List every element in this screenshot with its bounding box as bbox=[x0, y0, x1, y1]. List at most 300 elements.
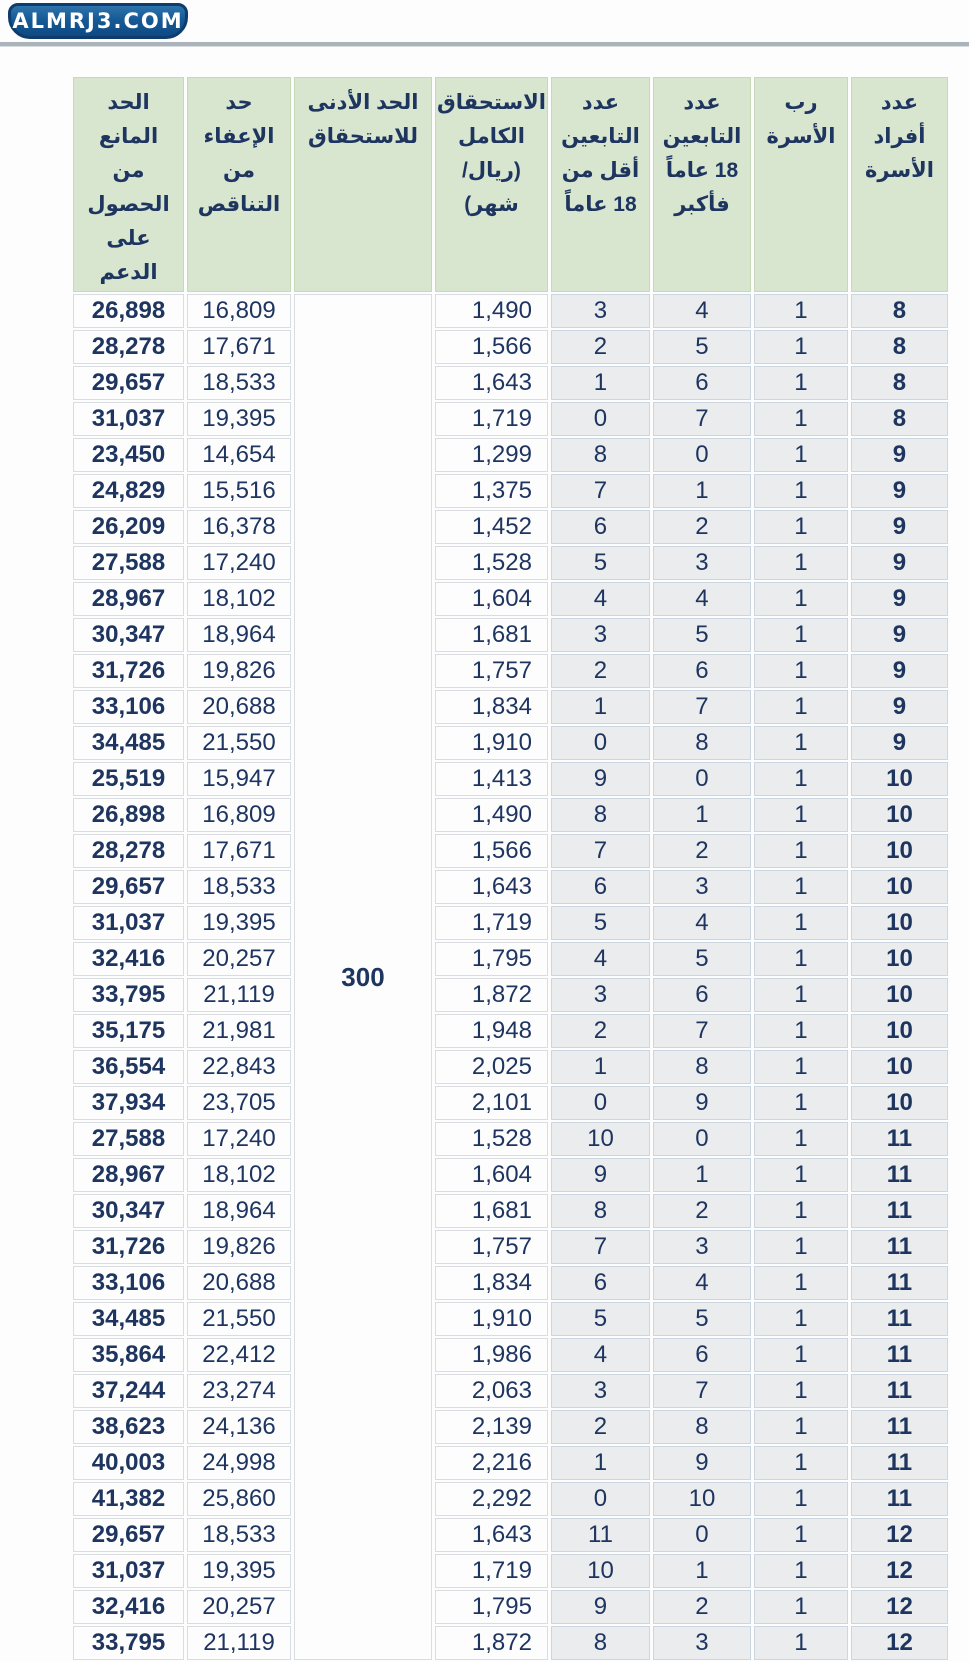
table-row bbox=[73, 582, 948, 616]
cell-decrement-exemption: 21,119 bbox=[187, 978, 291, 1012]
table-row bbox=[73, 1374, 948, 1408]
cell-min-entitlement: 300 bbox=[294, 294, 432, 1660]
cell-dependents-18-plus: 7 bbox=[653, 1014, 751, 1048]
cell-dependents-under-18: 5 bbox=[551, 1302, 650, 1336]
cell-support-cutoff: 32,416 bbox=[73, 942, 184, 976]
cell-household-head: 1 bbox=[754, 690, 848, 724]
cell-decrement-exemption: 19,826 bbox=[187, 1230, 291, 1264]
cell-household-head: 1 bbox=[754, 1410, 848, 1444]
table-row bbox=[73, 294, 948, 328]
cell-dependents-under-18: 6 bbox=[551, 1266, 650, 1300]
cell-household-head: 1 bbox=[754, 762, 848, 796]
cell-family-size: 10 bbox=[851, 1086, 948, 1120]
cell-support-cutoff: 26,209 bbox=[73, 510, 184, 544]
cell-dependents-18-plus: 8 bbox=[653, 1410, 751, 1444]
cell-family-size: 11 bbox=[851, 1374, 948, 1408]
cell-dependents-18-plus: 5 bbox=[653, 618, 751, 652]
cell-full-entitlement: 1,566 bbox=[435, 330, 548, 364]
cell-dependents-18-plus: 3 bbox=[653, 1230, 751, 1264]
cell-dependents-under-18: 3 bbox=[551, 1374, 650, 1408]
cell-family-size: 8 bbox=[851, 402, 948, 436]
col-header-full-entitlement: الاستحقاق الكامل (ريال/شهر) bbox=[435, 77, 548, 292]
cell-support-cutoff: 29,657 bbox=[73, 1518, 184, 1552]
cell-decrement-exemption: 15,516 bbox=[187, 474, 291, 508]
cell-full-entitlement: 1,643 bbox=[435, 870, 548, 904]
table-row bbox=[73, 942, 948, 976]
table-row bbox=[73, 546, 948, 580]
cell-household-head: 1 bbox=[754, 906, 848, 940]
cell-dependents-under-18: 0 bbox=[551, 1482, 650, 1516]
cell-family-size: 9 bbox=[851, 474, 948, 508]
cell-household-head: 1 bbox=[754, 870, 848, 904]
cell-dependents-18-plus: 1 bbox=[653, 1554, 751, 1588]
cell-family-size: 11 bbox=[851, 1410, 948, 1444]
cell-dependents-18-plus: 1 bbox=[653, 1158, 751, 1192]
cell-full-entitlement: 1,910 bbox=[435, 1302, 548, 1336]
cell-full-entitlement: 1,872 bbox=[435, 1626, 548, 1660]
cell-support-cutoff: 40,003 bbox=[73, 1446, 184, 1480]
cell-full-entitlement: 2,139 bbox=[435, 1410, 548, 1444]
table-row bbox=[73, 1482, 948, 1516]
table-row bbox=[73, 402, 948, 436]
cell-family-size: 11 bbox=[851, 1302, 948, 1336]
cell-full-entitlement: 1,719 bbox=[435, 906, 548, 940]
cell-dependents-18-plus: 7 bbox=[653, 1374, 751, 1408]
cell-support-cutoff: 33,106 bbox=[73, 1266, 184, 1300]
cell-support-cutoff: 41,382 bbox=[73, 1482, 184, 1516]
cell-support-cutoff: 27,588 bbox=[73, 546, 184, 580]
cell-family-size: 10 bbox=[851, 942, 948, 976]
cell-full-entitlement: 1,643 bbox=[435, 366, 548, 400]
cell-dependents-18-plus: 5 bbox=[653, 1302, 751, 1336]
cell-full-entitlement: 1,490 bbox=[435, 294, 548, 328]
table-row bbox=[73, 1518, 948, 1552]
cell-full-entitlement: 1,910 bbox=[435, 726, 548, 760]
cell-decrement-exemption: 16,809 bbox=[187, 798, 291, 832]
table-header-row bbox=[73, 77, 948, 292]
table-container bbox=[70, 75, 951, 1662]
cell-household-head: 1 bbox=[754, 546, 848, 580]
cell-household-head: 1 bbox=[754, 366, 848, 400]
cell-household-head: 1 bbox=[754, 1194, 848, 1228]
cell-support-cutoff: 26,898 bbox=[73, 798, 184, 832]
table-row bbox=[73, 978, 948, 1012]
table-row bbox=[73, 1302, 948, 1336]
cell-family-size: 10 bbox=[851, 762, 948, 796]
cell-dependents-18-plus: 0 bbox=[653, 762, 751, 796]
cell-decrement-exemption: 18,964 bbox=[187, 618, 291, 652]
cell-full-entitlement: 1,757 bbox=[435, 1230, 548, 1264]
cell-dependents-18-plus: 2 bbox=[653, 1590, 751, 1624]
cell-full-entitlement: 1,452 bbox=[435, 510, 548, 544]
cell-full-entitlement: 1,604 bbox=[435, 1158, 548, 1192]
cell-full-entitlement: 1,834 bbox=[435, 1266, 548, 1300]
cell-decrement-exemption: 19,395 bbox=[187, 906, 291, 940]
cell-household-head: 1 bbox=[754, 1446, 848, 1480]
cell-household-head: 1 bbox=[754, 1086, 848, 1120]
cell-decrement-exemption: 19,395 bbox=[187, 402, 291, 436]
cell-family-size: 12 bbox=[851, 1518, 948, 1552]
cell-family-size: 9 bbox=[851, 438, 948, 472]
table-row bbox=[73, 618, 948, 652]
cell-decrement-exemption: 20,688 bbox=[187, 1266, 291, 1300]
cell-household-head: 1 bbox=[754, 1158, 848, 1192]
col-header-support-cutoff: الحد المانع من الحصول على الدعم bbox=[73, 77, 184, 292]
cell-dependents-under-18: 7 bbox=[551, 1230, 650, 1264]
cell-dependents-under-18: 11 bbox=[551, 1518, 650, 1552]
cell-decrement-exemption: 19,395 bbox=[187, 1554, 291, 1588]
cell-dependents-under-18: 6 bbox=[551, 510, 650, 544]
cell-household-head: 1 bbox=[754, 438, 848, 472]
cell-dependents-under-18: 1 bbox=[551, 366, 650, 400]
cell-family-size: 10 bbox=[851, 798, 948, 832]
col-header-household-head: رب الأسرة bbox=[754, 77, 848, 292]
cell-full-entitlement: 1,872 bbox=[435, 978, 548, 1012]
col-header-family-size: عدد أفراد الأسرة bbox=[851, 77, 948, 292]
table-row bbox=[73, 438, 948, 472]
cell-dependents-18-plus: 8 bbox=[653, 726, 751, 760]
cell-decrement-exemption: 25,860 bbox=[187, 1482, 291, 1516]
cell-full-entitlement: 2,292 bbox=[435, 1482, 548, 1516]
cell-full-entitlement: 1,719 bbox=[435, 402, 548, 436]
cell-full-entitlement: 1,681 bbox=[435, 618, 548, 652]
cell-full-entitlement: 2,216 bbox=[435, 1446, 548, 1480]
cell-family-size: 11 bbox=[851, 1266, 948, 1300]
cell-full-entitlement: 1,528 bbox=[435, 1122, 548, 1156]
cell-dependents-18-plus: 3 bbox=[653, 546, 751, 580]
cell-dependents-under-18: 2 bbox=[551, 1014, 650, 1048]
cell-support-cutoff: 33,106 bbox=[73, 690, 184, 724]
cell-decrement-exemption: 16,809 bbox=[187, 294, 291, 328]
cell-support-cutoff: 30,347 bbox=[73, 618, 184, 652]
table-row bbox=[73, 330, 948, 364]
table-row bbox=[73, 474, 948, 508]
table-row bbox=[73, 798, 948, 832]
cell-household-head: 1 bbox=[754, 1014, 848, 1048]
cell-full-entitlement: 1,375 bbox=[435, 474, 548, 508]
cell-family-size: 8 bbox=[851, 366, 948, 400]
cell-family-size: 10 bbox=[851, 1050, 948, 1084]
cell-full-entitlement: 1,795 bbox=[435, 1590, 548, 1624]
cell-decrement-exemption: 17,671 bbox=[187, 330, 291, 364]
cell-dependents-under-18: 8 bbox=[551, 1626, 650, 1660]
table-row bbox=[73, 366, 948, 400]
cell-dependents-under-18: 7 bbox=[551, 474, 650, 508]
cell-household-head: 1 bbox=[754, 330, 848, 364]
cell-dependents-18-plus: 9 bbox=[653, 1446, 751, 1480]
table-row bbox=[73, 1266, 948, 1300]
cell-dependents-under-18: 9 bbox=[551, 1158, 650, 1192]
cell-full-entitlement: 2,101 bbox=[435, 1086, 548, 1120]
col-header-min-entitlement: الحد الأدنى للاستحقاق bbox=[294, 77, 432, 292]
cell-dependents-under-18: 2 bbox=[551, 1410, 650, 1444]
cell-decrement-exemption: 21,981 bbox=[187, 1014, 291, 1048]
table-row bbox=[73, 1122, 948, 1156]
cell-dependents-under-18: 4 bbox=[551, 582, 650, 616]
cell-dependents-18-plus: 6 bbox=[653, 654, 751, 688]
cell-decrement-exemption: 18,102 bbox=[187, 582, 291, 616]
cell-dependents-18-plus: 4 bbox=[653, 294, 751, 328]
cell-support-cutoff: 24,829 bbox=[73, 474, 184, 508]
cell-family-size: 11 bbox=[851, 1194, 948, 1228]
cell-household-head: 1 bbox=[754, 798, 848, 832]
cell-household-head: 1 bbox=[754, 1338, 848, 1372]
cell-household-head: 1 bbox=[754, 942, 848, 976]
cell-full-entitlement: 2,025 bbox=[435, 1050, 548, 1084]
cell-full-entitlement: 1,757 bbox=[435, 654, 548, 688]
cell-full-entitlement: 1,490 bbox=[435, 798, 548, 832]
cell-dependents-18-plus: 1 bbox=[653, 474, 751, 508]
cell-support-cutoff: 37,244 bbox=[73, 1374, 184, 1408]
cell-family-size: 10 bbox=[851, 978, 948, 1012]
cell-full-entitlement: 1,948 bbox=[435, 1014, 548, 1048]
cell-dependents-under-18: 2 bbox=[551, 654, 650, 688]
cell-household-head: 1 bbox=[754, 1230, 848, 1264]
cell-decrement-exemption: 18,102 bbox=[187, 1158, 291, 1192]
cell-support-cutoff: 31,726 bbox=[73, 654, 184, 688]
cell-dependents-18-plus: 5 bbox=[653, 330, 751, 364]
cell-support-cutoff: 31,037 bbox=[73, 906, 184, 940]
cell-full-entitlement: 1,528 bbox=[435, 546, 548, 580]
entitlement-table bbox=[70, 75, 951, 1662]
cell-decrement-exemption: 18,533 bbox=[187, 366, 291, 400]
cell-household-head: 1 bbox=[754, 1482, 848, 1516]
cell-dependents-18-plus: 6 bbox=[653, 366, 751, 400]
cell-support-cutoff: 28,967 bbox=[73, 582, 184, 616]
table-row bbox=[73, 1446, 948, 1480]
cell-dependents-under-18: 5 bbox=[551, 906, 650, 940]
cell-family-size: 11 bbox=[851, 1158, 948, 1192]
cell-decrement-exemption: 21,550 bbox=[187, 726, 291, 760]
cell-decrement-exemption: 21,550 bbox=[187, 1302, 291, 1336]
cell-support-cutoff: 23,450 bbox=[73, 438, 184, 472]
cell-decrement-exemption: 18,533 bbox=[187, 870, 291, 904]
site-logo[interactable] bbox=[8, 3, 188, 39]
cell-decrement-exemption: 20,688 bbox=[187, 690, 291, 724]
cell-household-head: 1 bbox=[754, 1554, 848, 1588]
table-row bbox=[73, 690, 948, 724]
cell-decrement-exemption: 19,826 bbox=[187, 654, 291, 688]
cell-full-entitlement: 1,719 bbox=[435, 1554, 548, 1588]
cell-decrement-exemption: 20,257 bbox=[187, 942, 291, 976]
cell-full-entitlement: 1,795 bbox=[435, 942, 548, 976]
cell-dependents-under-18: 3 bbox=[551, 978, 650, 1012]
cell-dependents-under-18: 8 bbox=[551, 438, 650, 472]
cell-household-head: 1 bbox=[754, 402, 848, 436]
table-row bbox=[73, 654, 948, 688]
table-row bbox=[73, 1086, 948, 1120]
cell-household-head: 1 bbox=[754, 294, 848, 328]
cell-dependents-18-plus: 10 bbox=[653, 1482, 751, 1516]
cell-decrement-exemption: 17,240 bbox=[187, 546, 291, 580]
cell-dependents-18-plus: 3 bbox=[653, 870, 751, 904]
cell-dependents-under-18: 9 bbox=[551, 762, 650, 796]
cell-support-cutoff: 28,278 bbox=[73, 330, 184, 364]
cell-support-cutoff: 38,623 bbox=[73, 1410, 184, 1444]
cell-dependents-under-18: 4 bbox=[551, 1338, 650, 1372]
cell-dependents-under-18: 7 bbox=[551, 834, 650, 868]
table-row bbox=[73, 1626, 948, 1660]
cell-household-head: 1 bbox=[754, 1302, 848, 1336]
cell-household-head: 1 bbox=[754, 582, 848, 616]
table-row bbox=[73, 762, 948, 796]
cell-dependents-18-plus: 4 bbox=[653, 1266, 751, 1300]
cell-family-size: 10 bbox=[851, 870, 948, 904]
col-header-dependents-under-18: عدد التابعين أقل من 18 عاماً bbox=[551, 77, 650, 292]
cell-household-head: 1 bbox=[754, 510, 848, 544]
cell-support-cutoff: 33,795 bbox=[73, 978, 184, 1012]
cell-dependents-18-plus: 7 bbox=[653, 402, 751, 436]
cell-dependents-under-18: 0 bbox=[551, 402, 650, 436]
cell-dependents-under-18: 10 bbox=[551, 1122, 650, 1156]
cell-household-head: 1 bbox=[754, 726, 848, 760]
cell-decrement-exemption: 18,533 bbox=[187, 1518, 291, 1552]
cell-support-cutoff: 34,485 bbox=[73, 1302, 184, 1336]
table-row bbox=[73, 1014, 948, 1048]
table-row bbox=[73, 1410, 948, 1444]
cell-full-entitlement: 1,566 bbox=[435, 834, 548, 868]
cell-decrement-exemption: 20,257 bbox=[187, 1590, 291, 1624]
cell-support-cutoff: 29,657 bbox=[73, 870, 184, 904]
cell-dependents-under-18: 0 bbox=[551, 1086, 650, 1120]
cell-family-size: 10 bbox=[851, 834, 948, 868]
cell-family-size: 11 bbox=[851, 1446, 948, 1480]
cell-full-entitlement: 1,299 bbox=[435, 438, 548, 472]
cell-decrement-exemption: 23,274 bbox=[187, 1374, 291, 1408]
cell-dependents-18-plus: 8 bbox=[653, 1050, 751, 1084]
cell-dependents-under-18: 8 bbox=[551, 798, 650, 832]
cell-household-head: 1 bbox=[754, 978, 848, 1012]
cell-dependents-under-18: 8 bbox=[551, 1194, 650, 1228]
cell-dependents-under-18: 1 bbox=[551, 1050, 650, 1084]
cell-full-entitlement: 1,643 bbox=[435, 1518, 548, 1552]
cell-family-size: 11 bbox=[851, 1122, 948, 1156]
cell-household-head: 1 bbox=[754, 654, 848, 688]
cell-dependents-under-18: 3 bbox=[551, 294, 650, 328]
cell-dependents-under-18: 0 bbox=[551, 726, 650, 760]
cell-full-entitlement: 1,413 bbox=[435, 762, 548, 796]
cell-dependents-under-18: 1 bbox=[551, 1446, 650, 1480]
cell-full-entitlement: 2,063 bbox=[435, 1374, 548, 1408]
cell-dependents-18-plus: 2 bbox=[653, 834, 751, 868]
col-header-dependents-18-plus: عدد التابعين 18 عاماً فأكبر bbox=[653, 77, 751, 292]
cell-support-cutoff: 35,175 bbox=[73, 1014, 184, 1048]
cell-full-entitlement: 1,604 bbox=[435, 582, 548, 616]
cell-family-size: 12 bbox=[851, 1626, 948, 1660]
cell-dependents-18-plus: 6 bbox=[653, 978, 751, 1012]
cell-decrement-exemption: 22,412 bbox=[187, 1338, 291, 1372]
cell-dependents-18-plus: 9 bbox=[653, 1086, 751, 1120]
table-row bbox=[73, 1554, 948, 1588]
cell-dependents-18-plus: 2 bbox=[653, 510, 751, 544]
cell-household-head: 1 bbox=[754, 1590, 848, 1624]
table-row bbox=[73, 1194, 948, 1228]
cell-family-size: 9 bbox=[851, 618, 948, 652]
cell-family-size: 10 bbox=[851, 1014, 948, 1048]
cell-family-size: 11 bbox=[851, 1230, 948, 1264]
cell-dependents-18-plus: 5 bbox=[653, 942, 751, 976]
cell-dependents-18-plus: 6 bbox=[653, 1338, 751, 1372]
table-row bbox=[73, 1158, 948, 1192]
cell-dependents-18-plus: 0 bbox=[653, 1122, 751, 1156]
top-divider bbox=[0, 42, 969, 47]
cell-support-cutoff: 31,037 bbox=[73, 402, 184, 436]
table-row bbox=[73, 726, 948, 760]
cell-decrement-exemption: 14,654 bbox=[187, 438, 291, 472]
site-logo-text: ALMRJ3.COM bbox=[12, 9, 184, 33]
cell-dependents-under-18: 5 bbox=[551, 546, 650, 580]
cell-household-head: 1 bbox=[754, 1518, 848, 1552]
table-row bbox=[73, 1230, 948, 1264]
cell-dependents-18-plus: 3 bbox=[653, 1626, 751, 1660]
cell-dependents-under-18: 2 bbox=[551, 330, 650, 364]
cell-support-cutoff: 33,795 bbox=[73, 1626, 184, 1660]
cell-household-head: 1 bbox=[754, 1374, 848, 1408]
cell-decrement-exemption: 23,705 bbox=[187, 1086, 291, 1120]
cell-family-size: 8 bbox=[851, 294, 948, 328]
cell-dependents-18-plus: 1 bbox=[653, 798, 751, 832]
cell-family-size: 12 bbox=[851, 1554, 948, 1588]
cell-family-size: 12 bbox=[851, 1590, 948, 1624]
cell-support-cutoff: 32,416 bbox=[73, 1590, 184, 1624]
cell-family-size: 9 bbox=[851, 726, 948, 760]
cell-household-head: 1 bbox=[754, 834, 848, 868]
cell-support-cutoff: 31,037 bbox=[73, 1554, 184, 1588]
cell-dependents-18-plus: 7 bbox=[653, 690, 751, 724]
cell-support-cutoff: 36,554 bbox=[73, 1050, 184, 1084]
cell-dependents-18-plus: 2 bbox=[653, 1194, 751, 1228]
cell-support-cutoff: 30,347 bbox=[73, 1194, 184, 1228]
cell-support-cutoff: 27,588 bbox=[73, 1122, 184, 1156]
cell-dependents-18-plus: 0 bbox=[653, 438, 751, 472]
cell-support-cutoff: 25,519 bbox=[73, 762, 184, 796]
cell-household-head: 1 bbox=[754, 1266, 848, 1300]
table-row bbox=[73, 1050, 948, 1084]
table-row bbox=[73, 1338, 948, 1372]
table-row bbox=[73, 510, 948, 544]
cell-household-head: 1 bbox=[754, 1050, 848, 1084]
cell-dependents-under-18: 9 bbox=[551, 1590, 650, 1624]
cell-support-cutoff: 37,934 bbox=[73, 1086, 184, 1120]
cell-dependents-under-18: 10 bbox=[551, 1554, 650, 1588]
table-row bbox=[73, 906, 948, 940]
cell-full-entitlement: 1,986 bbox=[435, 1338, 548, 1372]
cell-dependents-under-18: 1 bbox=[551, 690, 650, 724]
table-row bbox=[73, 1590, 948, 1624]
cell-dependents-18-plus: 4 bbox=[653, 582, 751, 616]
cell-family-size: 9 bbox=[851, 510, 948, 544]
cell-dependents-under-18: 4 bbox=[551, 942, 650, 976]
cell-family-size: 9 bbox=[851, 690, 948, 724]
cell-family-size: 10 bbox=[851, 906, 948, 940]
col-header-decrement-exemption: حد الإعفاء من التناقص bbox=[187, 77, 291, 292]
cell-decrement-exemption: 21,119 bbox=[187, 1626, 291, 1660]
cell-family-size: 11 bbox=[851, 1338, 948, 1372]
cell-support-cutoff: 26,898 bbox=[73, 294, 184, 328]
cell-household-head: 1 bbox=[754, 1626, 848, 1660]
table-row bbox=[73, 870, 948, 904]
cell-full-entitlement: 1,681 bbox=[435, 1194, 548, 1228]
cell-full-entitlement: 1,834 bbox=[435, 690, 548, 724]
cell-decrement-exemption: 17,671 bbox=[187, 834, 291, 868]
cell-support-cutoff: 28,967 bbox=[73, 1158, 184, 1192]
cell-family-size: 9 bbox=[851, 654, 948, 688]
cell-decrement-exemption: 15,947 bbox=[187, 762, 291, 796]
cell-dependents-18-plus: 4 bbox=[653, 906, 751, 940]
cell-decrement-exemption: 24,136 bbox=[187, 1410, 291, 1444]
cell-family-size: 9 bbox=[851, 582, 948, 616]
cell-decrement-exemption: 18,964 bbox=[187, 1194, 291, 1228]
